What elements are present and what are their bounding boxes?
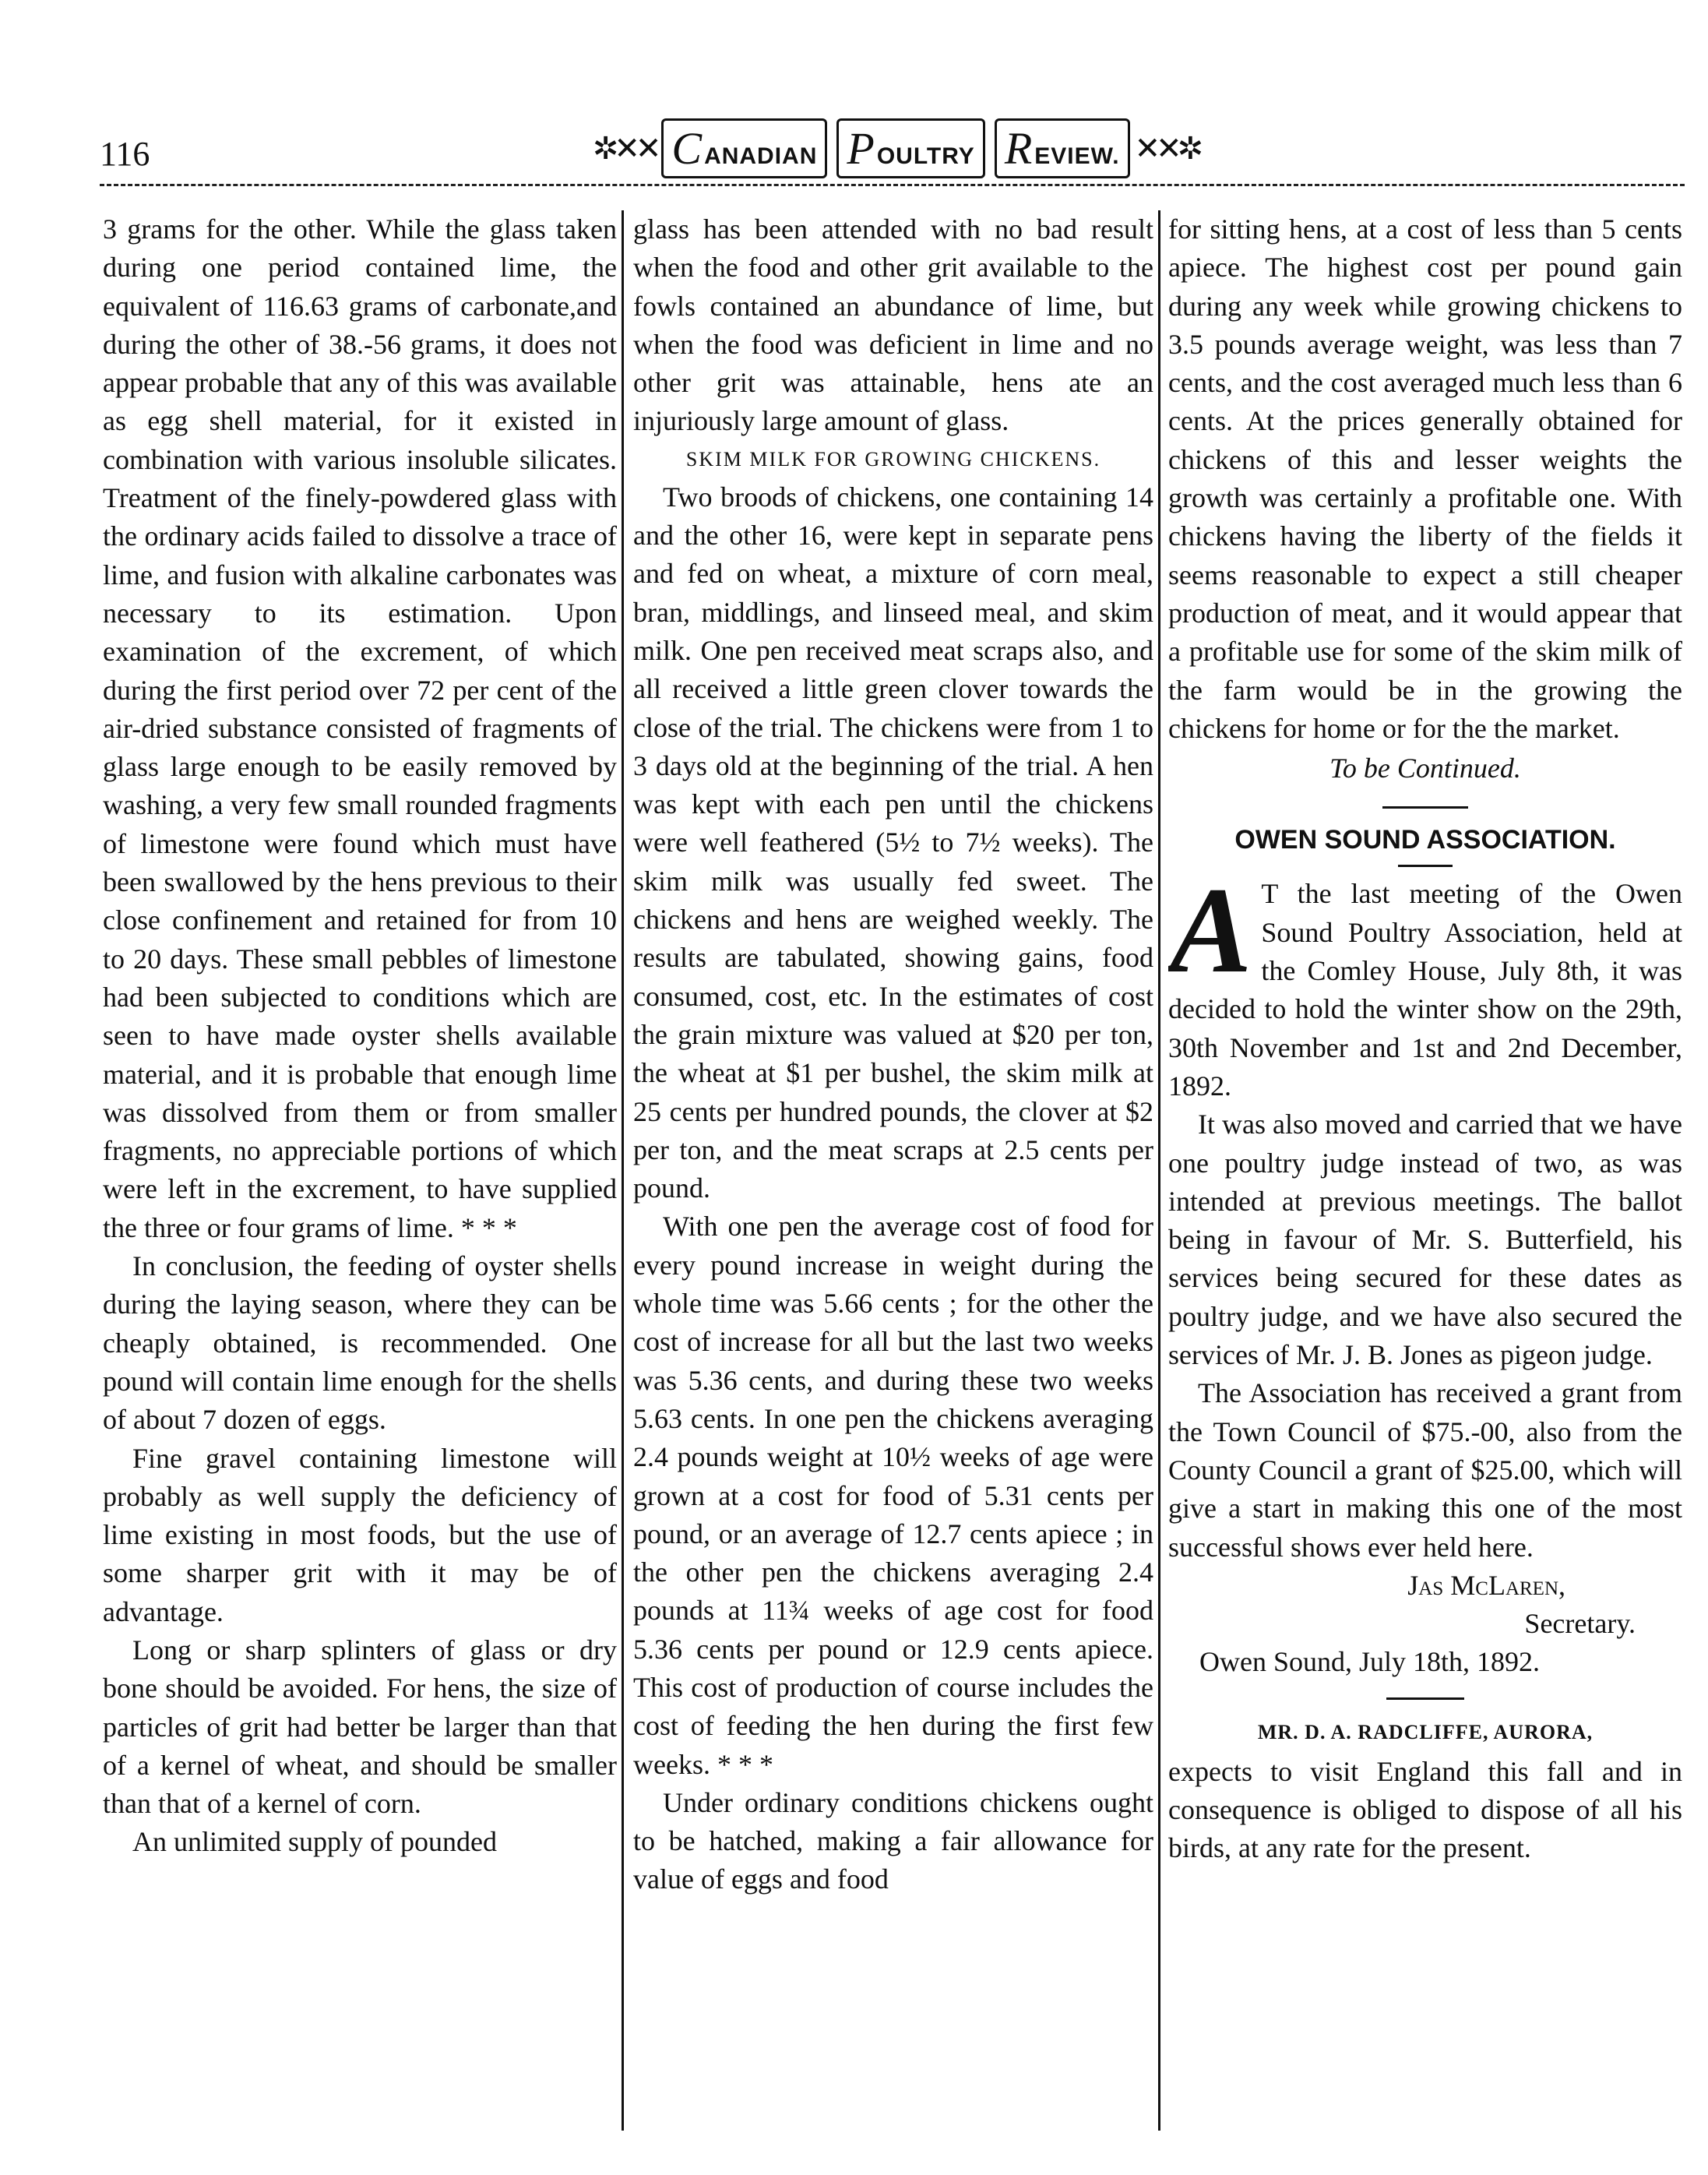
divider: [1398, 865, 1453, 867]
masthead-cap: R: [1004, 122, 1034, 174]
signature-title: Secretary.: [1524, 1608, 1636, 1640]
paragraph: glass has been attended with no bad result when the food and other grit available to the fowls contained an abundance of lime, but when the food was deficient in lime and no other grit was attainable, hens ate an injuriously large amount of glass.: [633, 213, 1153, 437]
paragraph: expects to visit England this fall and in consequence is obliged to dispose of all his birds, at any rate for the present.: [1168, 1755, 1682, 1864]
masthead-cap: C: [671, 122, 703, 174]
paragraph-text: T the last meeting of the Owen Sound Poultry Association, held at the Comley House, July 8th, it was decided to hold the winter show on the 29th, 30th November and 1st and 2nd December, 1892.: [1168, 878, 1682, 1102]
masthead-word-canadian: [661, 118, 827, 178]
left-ornament-icon: ✲✕✕: [592, 130, 657, 166]
column-2: [633, 210, 1153, 2134]
notice-heading: MR. D. A. RADCLIFFE, AURORA,: [1257, 1720, 1594, 1743]
article-title: OWEN SOUND ASSOCIATION.: [1234, 825, 1616, 855]
masthead-rest: OULTRY: [876, 143, 975, 169]
masthead-cap: P: [847, 122, 875, 174]
page-number: 116: [100, 135, 150, 173]
right-ornament-icon: ✕✕✲: [1134, 130, 1199, 166]
paragraph: In conclusion, the feeding of oyster shells during the laying season, where they can be cheaply obtained, is recommended. One pound will contain lime enough for the shells of about 7 dozen of eggs.: [103, 1250, 617, 1436]
drop-cap: A: [1170, 862, 1252, 999]
paragraph: Fine gravel containing limestone will probably as well supply the deficiency of lime existing in most foods, but the use of some sharper grit with it may be of advantage.: [103, 1442, 617, 1627]
column-divider: [1158, 210, 1160, 2131]
paragraph: Long or sharp splinters of glass or dry bone should be avoided. For hens, the size of particles of grit had better be larger than that of a kernel of wheat, and should be smaller than that of a kernel of corn.: [103, 1634, 617, 1820]
signature-name: Jas McLaren,: [1407, 1569, 1565, 1601]
masthead-word-poultry: [836, 118, 984, 178]
masthead-word-review: [995, 118, 1130, 178]
paragraph: It was also moved and carried that we have one poultry judge instead of two, as was intended at previous meetings. The ballot being in favour of Mr. S. Butterfield, his services being secured for these dates as poultry judge, and we have also secured the services of Mr. J. B. Jones as pigeon judge.: [1168, 1109, 1682, 1371]
paragraph: With one pen the average cost of food for every pound increase in weight during the whole time was 5.66 cents ; for the other the cost of increase for all but the last two weeks was 5.36 cents, and during these two weeks 5.63 cents. In one pen the chickens averaging 2.4 pounds weight at 10½ weeks of age were grown at a cost for food of 5.31 cents per pound, or an average of 12.7 cents apiece ; in the other pen the chickens averaging 2.4 pounds at 11¾ weeks of age cost for food 5.36 cents per pound or 12.9 cents apiece. This cost of production of course includes the cost of feeding the hen during the first few weeks. * * *: [633, 1211, 1153, 1780]
paragraph: The Association has received a grant from the Town Council of $75.-00, also from the County Council a grant of $25.00, which will give a start in making this one of the most successful shows ever held here.: [1168, 1377, 1682, 1563]
divider: [1382, 806, 1468, 809]
masthead: [592, 117, 1199, 179]
continued-note: To be Continued.: [1329, 753, 1521, 784]
paragraph: Two broods of chickens, one containing 14 and the other 16, were kept in separate pens and fed on wheat, a mixture of corn meal, bran, middlings, and linseed meal, and skim milk. One pen received meat scraps also, and all received a little green clover towards the close of the trial. The chickens were from 1 to 3 days old at the beginning of the trial. A hen was kept with each pen until the chickens were well feathered (5½ to 7½ weeks). The skim milk was usually fed sweet. The chickens and hens are weighed weekly. The results are tabulated, showing gains, food consumed, cost, etc. In the estimates of cost the grain mixture was valued at $20 per ton, the wheat at $1 per bushel, the skim milk at 25 cents per hundred pounds, the clover at $2 per ton, and the meat scraps at 2.5 cents per pound.: [633, 481, 1153, 1204]
column-3: [1168, 210, 1682, 2134]
masthead-rest: ANADIAN: [704, 143, 818, 169]
paragraph-with-dropcap: [1168, 862, 1682, 1105]
masthead-rest: EVIEW.: [1034, 143, 1120, 169]
column-divider: [622, 210, 624, 2131]
paragraph: for sitting hens, at a cost of less than 5 cents apiece. The highest cost per pound gain during any week while growing chickens to 3.5 pounds average weight, was less than 7 cents, and the cost averaged much less than 6 cents. At the prices generally obtained for chickens of this and lesser weights the growth was certainly a profitable one. With chickens having the liberty of the fields it seems reasonable to expect a still cheaper production of meat, and it would appear that a profitable use for some of the skim milk of the farm would be in the growing the chickens for home or for the the market.: [1168, 213, 1682, 744]
paragraph: Under ordinary conditions chickens ought to be hatched, making a fair allowance for value of eggs and food: [633, 1786, 1153, 1895]
signature-place-date: Owen Sound, July 18th, 1892.: [1199, 1646, 1541, 1678]
header-rule: [100, 184, 1685, 186]
paragraph: 3 grams for the other. While the glass taken during one period contained lime, the equivalent of 116.63 grams of carbonate,and during the other of 38.-56 grams, it does not appear probable that any of this was available as egg shell material, for it existed in combination with various insoluble silicates. Treatment of the finely-powdered glass with the ordinary acids failed to dissolve a trace of lime, and fusion with alkaline carbonates was necessary to its estimation. Upon examination of the excrement, of which during the first period over 72 per cent of the air-dried substance consisted of fragments of glass large enough to be easily removed by washing, a very few small rounded fragments of limestone were found which must have been swallowed by the hens previous to their close confinement and retained for from 10 to 20 days. These small pebbles of limestone had been subjected to conditions which are seen to have made oyster shells available material, and it is probable that enough lime was dissolved from them or from smaller fragments, no appreciable portions of which were left in the excrement, to have supplied the three or four grams of lime. * * *: [103, 213, 617, 1243]
section-subhead: SKIM MILK FOR GROWING CHICKENS.: [685, 447, 1101, 471]
column-1: [103, 210, 617, 2134]
divider: [1386, 1697, 1464, 1700]
paragraph: An unlimited supply of pounded: [132, 1826, 497, 1858]
